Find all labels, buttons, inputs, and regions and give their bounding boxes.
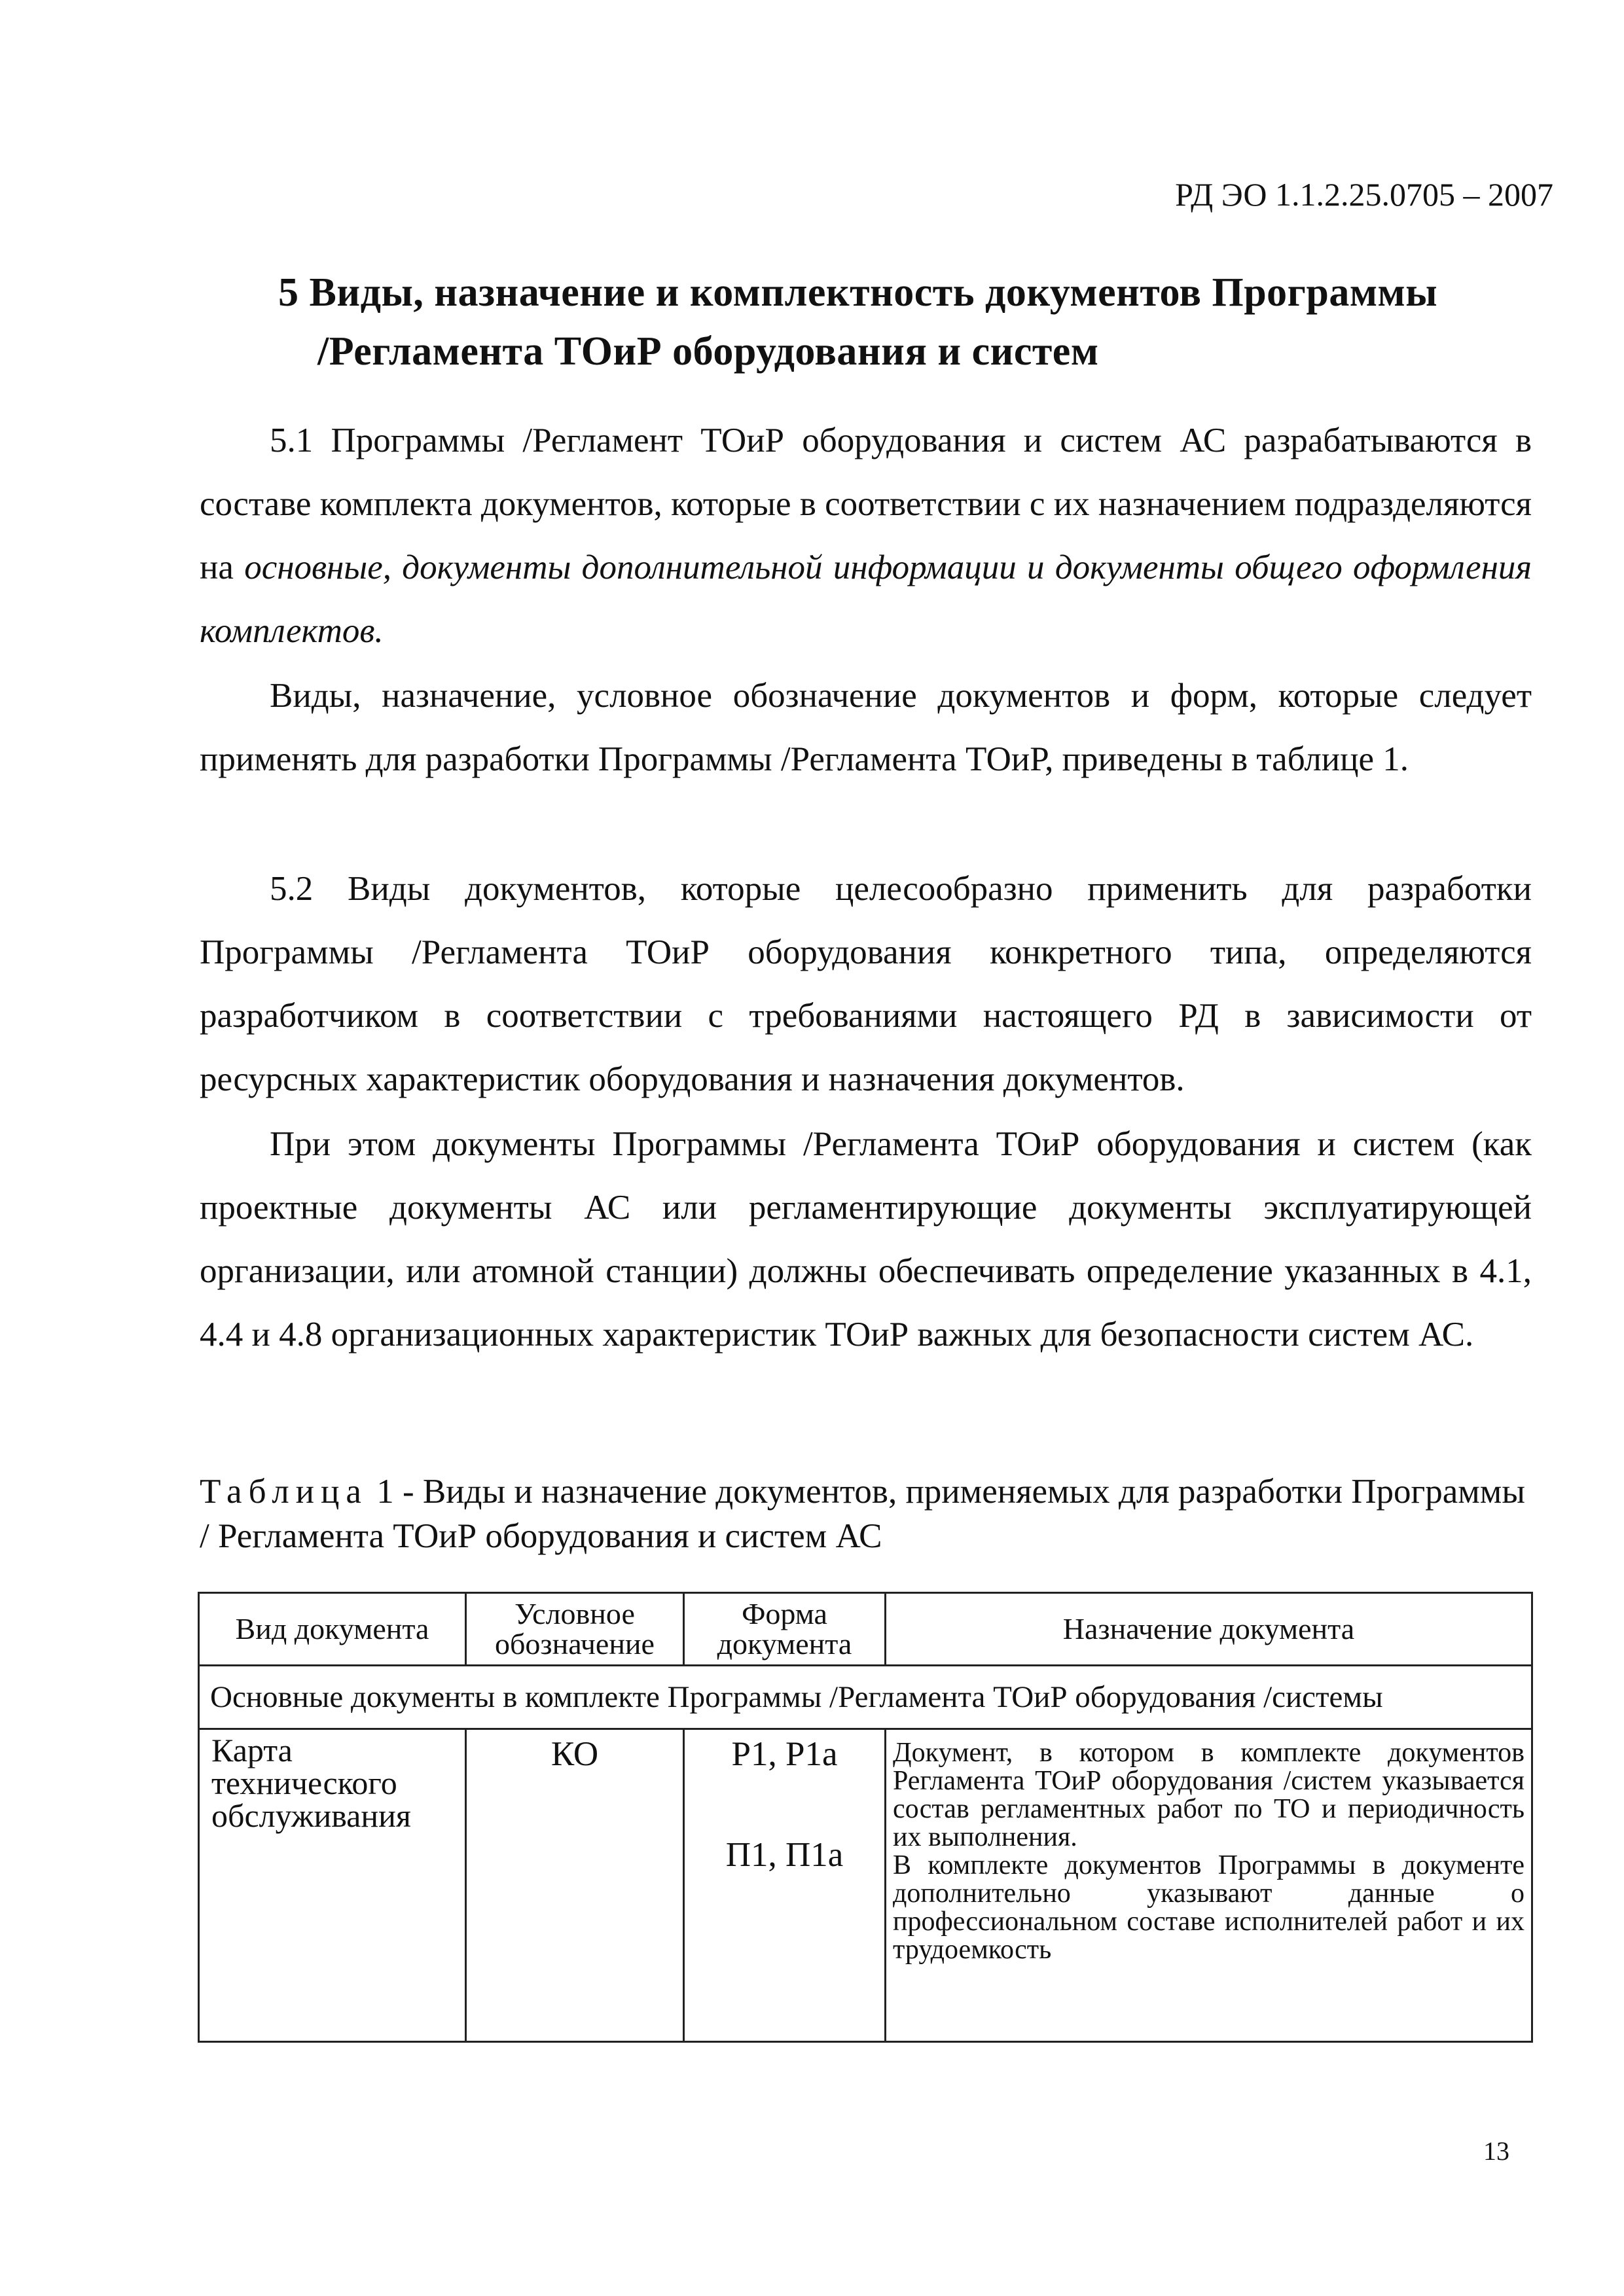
header-designation: Условное обозначение [466, 1593, 684, 1666]
header-document-purpose: Назначение документа [886, 1593, 1532, 1666]
paragraph-5-1-text: 5.1 Программы /Регламент ТОиР оборудования и систем АС разрабатываются в составе комплекта документов, которые в соответствии с их назначением подразделяются на [200, 422, 1532, 586]
documents-table [198, 1592, 1533, 2043]
cell-document-form [684, 1729, 886, 2042]
table-caption-label: Таблица [200, 1473, 368, 1511]
cell-document-type: Карта технического обслуживания [199, 1729, 466, 2042]
section-title-line1: 5 Виды, назначение и комплектность документов Программы [278, 270, 1438, 315]
header-document-form: Форма документа [684, 1593, 886, 1666]
table-row [199, 1729, 1532, 2042]
table-section-row [199, 1666, 1532, 1729]
header-document-type: Вид документа [199, 1593, 466, 1666]
section-title [278, 263, 1561, 381]
paragraph-5-2 [200, 857, 1532, 1111]
table-header-row [199, 1593, 1532, 1666]
paragraph-5-2-text: 5.2 Виды документов, которые целесообразно применить для разработки Программы /Регламента ТОиР оборудования конкретного типа, определяются разработчиком в соответствии с требованиями настоящего РД в зависимости от ресурсных характеристик оборудования и назначения документов. [200, 870, 1532, 1098]
paragraph-5-1 [200, 409, 1532, 663]
cell-document-purpose [886, 1729, 1532, 2042]
table-caption-text: 1 - Виды и назначение документов, применяемых для разработки Программы / Регламента ТОиР оборудования и систем АС [200, 1473, 1525, 1555]
paragraph-requirements [200, 1113, 1532, 1367]
paragraph-table-reference-text: Виды, назначение, условное обозначение документов и форм, которые следует применять для разработки Программы /Регламента ТОиР, приведены в таблице 1. [200, 677, 1532, 778]
paragraph-5-1-italic: основные, документы дополнительной информации и документы общего оформления комплектов. [200, 548, 1532, 650]
table-caption [200, 1469, 1532, 1558]
paragraph-table-reference [200, 664, 1532, 791]
page-number: 13 [1483, 2136, 1509, 2166]
document-code: РД ЭО 1.1.2.25.0705 – 2007 [1175, 176, 1553, 213]
cell-form-regulation: Р1, Р1а [731, 1735, 838, 1773]
section-title-line2: /Регламента ТОиР оборудования и систем [317, 329, 1099, 374]
cell-purpose-regulation: Документ, в котором в комплекте документов Регламента ТОиР оборудования /систем указывается состав регламентных работ по ТО и периодичность их выполнения. [893, 1738, 1525, 1852]
paragraph-requirements-text: При этом документы Программы /Регламента ТОиР оборудования и систем (как проектные документы АС или регламентирующие документы эксплуатирующей организации, или атомной станции) должны обеспечивать определение указанных в 4.1, 4.4 и 4.8 организационных характеристик ТОиР важных для безопасности систем АС. [200, 1125, 1532, 1354]
cell-form-program: П1, П1а [725, 1836, 844, 1874]
cell-purpose-program: В комплекте документов Программы в документе дополнительно указывают данные о профессиональном составе исполнителей работ и их трудоемкость [893, 1850, 1525, 1965]
cell-designation: КО [466, 1729, 684, 2042]
section-row-label: Основные документы в комплекте Программы /Регламента ТОиР оборудования /системы [199, 1666, 1532, 1729]
